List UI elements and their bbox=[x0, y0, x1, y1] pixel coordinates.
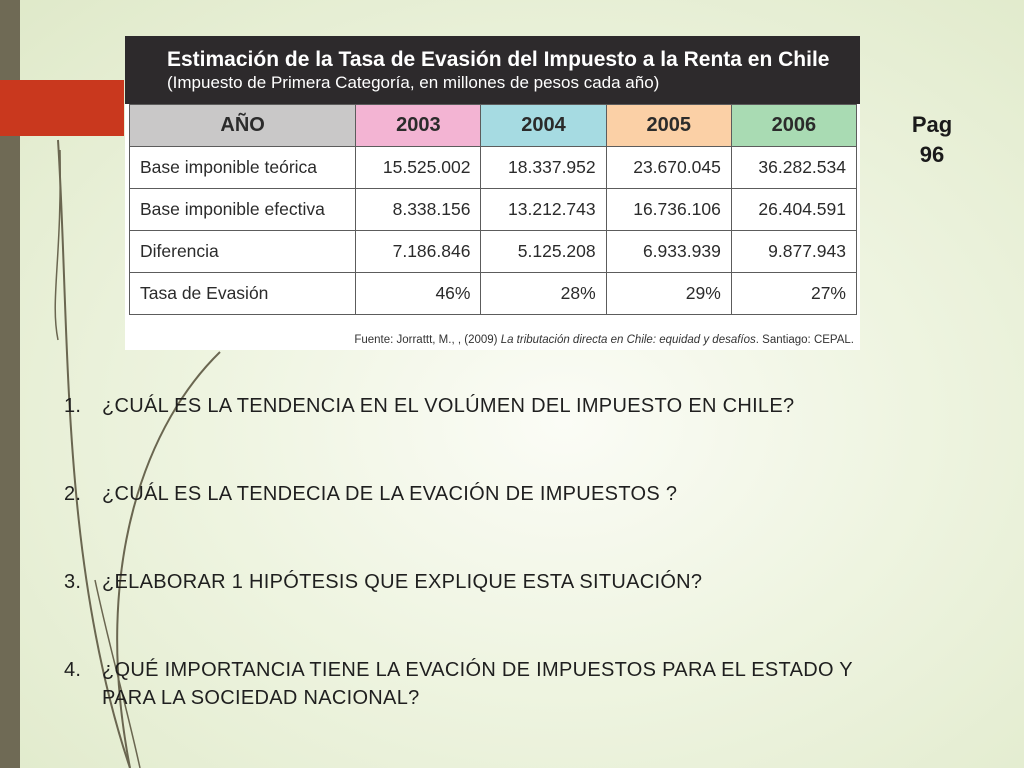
table-row bbox=[130, 231, 857, 273]
table-title-banner bbox=[125, 36, 860, 104]
page-ref-number: 96 bbox=[919, 142, 945, 167]
cell-value: 23.670.045 bbox=[606, 147, 731, 189]
question-text: ¿QUÉ IMPORTANCIA TIENE LA EVACIÓN DE IMPUESTOS PARA EL ESTADO Y PARA LA SOCIEDAD NACIONAL? bbox=[102, 659, 853, 709]
row-label: Tasa de Evasión bbox=[130, 273, 356, 315]
cell-value: 16.736.106 bbox=[606, 189, 731, 231]
table-subtitle: (Impuesto de Primera Categoría, en millones de pesos cada año) bbox=[167, 73, 660, 92]
page-ref-label: Pag bbox=[911, 112, 953, 137]
cell-value: 6.933.939 bbox=[606, 231, 731, 273]
source-prefix: Fuente: Jorrattt, M., , (2009) bbox=[354, 334, 501, 346]
cell-value: 13.212.743 bbox=[481, 189, 606, 231]
cell-value: 36.282.534 bbox=[731, 147, 856, 189]
table-title: Estimación de la Tasa de Evasión del Impuesto a la Renta en Chile bbox=[167, 48, 830, 71]
cell-value: 29% bbox=[606, 273, 731, 315]
evasion-data-table bbox=[129, 104, 857, 315]
header-2003: 2003 bbox=[356, 105, 481, 147]
table-row bbox=[130, 147, 857, 189]
cell-value: 46% bbox=[356, 273, 481, 315]
question-number: 1. bbox=[64, 395, 82, 417]
cell-value: 18.337.952 bbox=[481, 147, 606, 189]
row-label: Base imponible teórica bbox=[130, 147, 356, 189]
question-item bbox=[60, 568, 902, 596]
cell-value: 5.125.208 bbox=[481, 231, 606, 273]
deco-curve-2 bbox=[55, 150, 60, 340]
row-label: Diferencia bbox=[130, 231, 356, 273]
cell-value: 28% bbox=[481, 273, 606, 315]
question-list bbox=[60, 392, 902, 712]
cell-value: 9.877.943 bbox=[731, 231, 856, 273]
header-2004: 2004 bbox=[481, 105, 606, 147]
question-number: 3. bbox=[64, 571, 82, 593]
question-text: ¿CUÁL ES LA TENDENCIA EN EL VOLÚMEN DEL IMPUESTO EN CHILE? bbox=[102, 395, 795, 417]
cell-value: 7.186.846 bbox=[356, 231, 481, 273]
cell-value: 15.525.002 bbox=[356, 147, 481, 189]
tax-evasion-table-figure bbox=[125, 36, 860, 350]
question-item bbox=[60, 656, 902, 712]
red-accent-bar bbox=[0, 80, 124, 136]
question-item bbox=[60, 392, 902, 420]
header-year: AÑO bbox=[130, 105, 356, 147]
header-2006: 2006 bbox=[731, 105, 856, 147]
question-item bbox=[60, 480, 902, 508]
question-text: ¿CUÁL ES LA TENDECIA DE LA EVACIÓN DE IMPUESTOS ? bbox=[102, 483, 678, 505]
cell-value: 27% bbox=[731, 273, 856, 315]
table-source-citation bbox=[354, 334, 854, 346]
table-header-row bbox=[130, 105, 857, 147]
question-number: 2. bbox=[64, 483, 82, 505]
header-2005: 2005 bbox=[606, 105, 731, 147]
question-number: 4. bbox=[64, 659, 82, 681]
source-title: La tributación directa en Chile: equidad y desafíos bbox=[500, 334, 756, 346]
page-reference bbox=[900, 110, 964, 170]
question-text: ¿ELABORAR 1 HIPÓTESIS QUE EXPLIQUE ESTA SITUACIÓN? bbox=[102, 571, 703, 593]
source-suffix: . Santiago: CEPAL. bbox=[755, 334, 854, 346]
cell-value: 26.404.591 bbox=[731, 189, 856, 231]
row-label: Base imponible efectiva bbox=[130, 189, 356, 231]
cell-value: 8.338.156 bbox=[356, 189, 481, 231]
table-row bbox=[130, 189, 857, 231]
table-row bbox=[130, 273, 857, 315]
